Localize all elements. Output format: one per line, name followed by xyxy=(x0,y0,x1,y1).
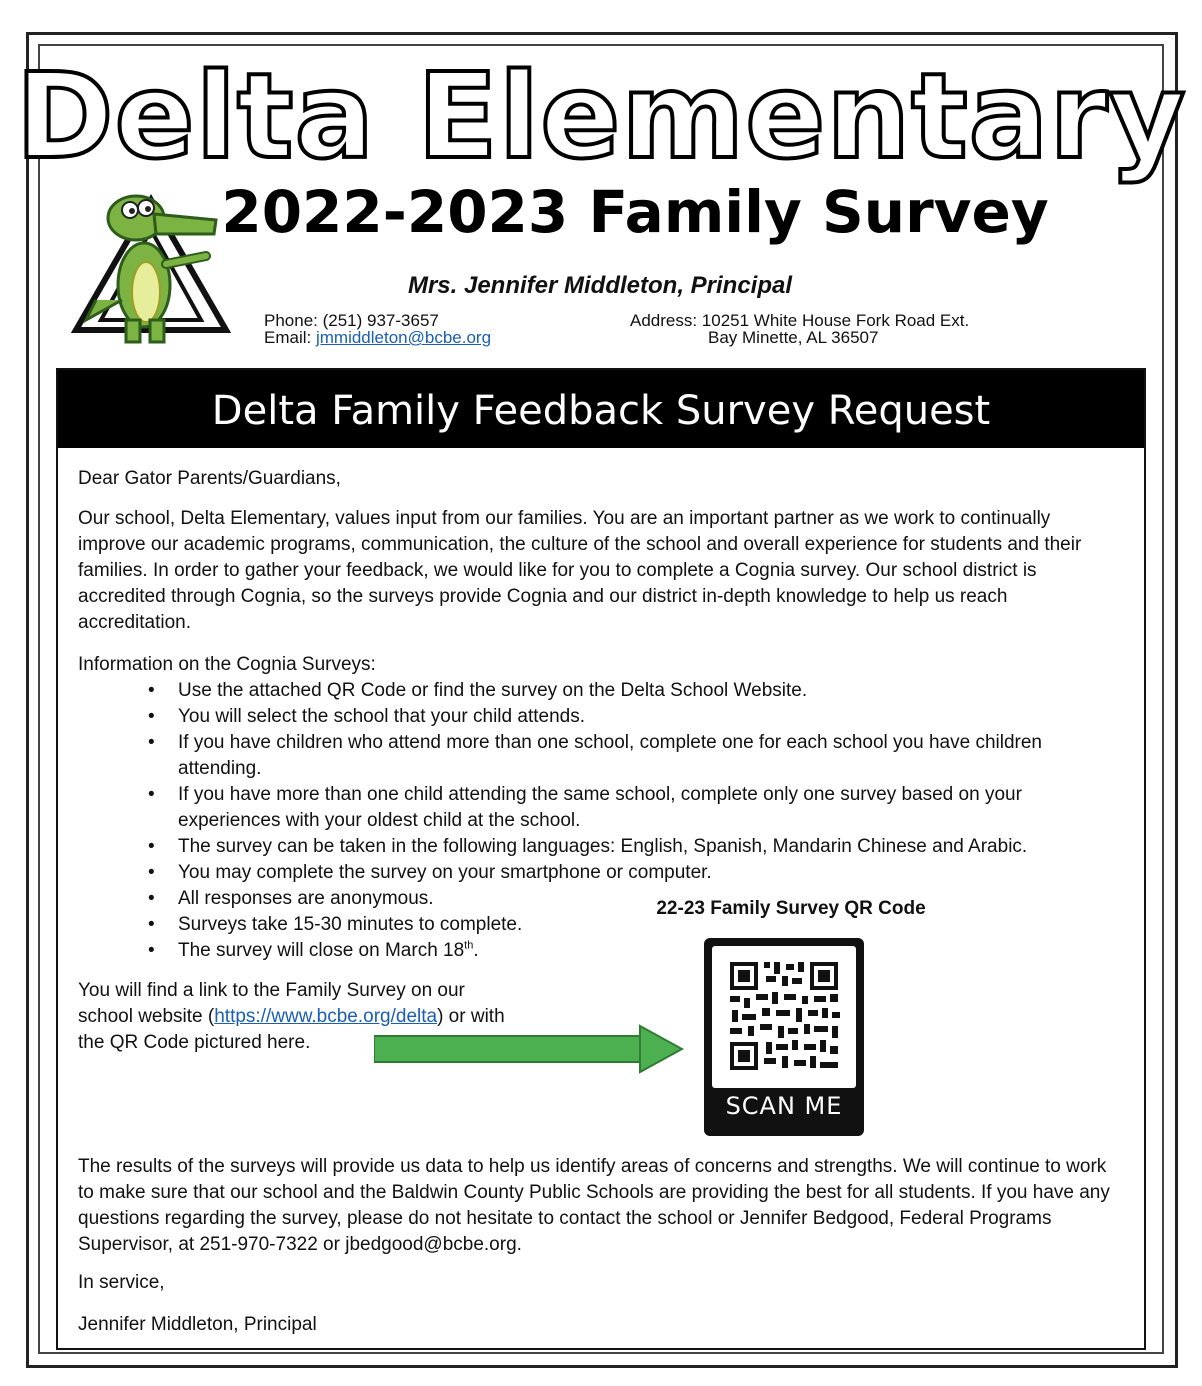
arrow-right-icon xyxy=(374,1024,684,1074)
website-text-1: You will find a link to the Family Survey on our school website ( xyxy=(78,980,465,1027)
list-item: • The survey can be taken in the following languages: English, Spanish, Mandarin Chinese and Arabic. xyxy=(128,834,1108,860)
alligator-mascot-icon xyxy=(66,180,236,350)
signature: Jennifer Middleton, Principal xyxy=(78,1314,317,1335)
email-line xyxy=(264,329,491,346)
list-item: • If you have children who attend more than one school, complete one for each school you have children attending. xyxy=(128,730,1108,782)
address-info xyxy=(630,312,969,346)
banner-title: Delta Family Feedback Survey Request xyxy=(58,370,1144,448)
school-name-title: Delta Elementary xyxy=(15,47,1187,185)
period: . xyxy=(473,940,479,961)
ordinal-suffix: th xyxy=(464,939,474,952)
website-link[interactable]: https://www.bcbe.org/delta xyxy=(214,1006,438,1027)
qr-code-label: 22-23 Family Survey QR Code xyxy=(656,898,926,919)
survey-info-list xyxy=(128,678,1108,964)
survey-title: 2022-2023 Family Survey xyxy=(221,178,1049,246)
phone-number: Phone: (251) 937-3657 xyxy=(264,311,439,330)
principal-name: Mrs. Jennifer Middleton, Principal xyxy=(407,272,793,299)
results-paragraph: The results of the surveys will provide us data to help us identify areas of concerns and strengths. We will continue to work to make sure that our school and the Baldwin County Public Schools are providing the best for all students. If you have any questions regarding the survey, please do not hesitate to contact the school or Jennifer Bedgood, Federal Programs Supervisor, at 251-970-7322 or jbedgood@bcbe.org. xyxy=(78,1156,1110,1255)
email-link[interactable]: jmmiddleton@bcbe.org xyxy=(315,328,492,347)
list-item: • Surveys take 15-30 minutes to complete. xyxy=(128,912,598,938)
qr-code-icon xyxy=(712,946,856,1088)
list-item: • You will select the school that your child attends. xyxy=(128,704,1108,730)
salutation: Dear Gator Parents/Guardians, xyxy=(78,468,341,489)
list-item xyxy=(128,938,598,964)
list-item: • All responses are anonymous. xyxy=(128,886,598,912)
intro-paragraph: Our school, Delta Elementary, values input from our families. You are an important partner as we work to continually improve our academic programs, communication, the culture of the school and overall experience for students and their families. In order to gather your feedback, we would like for you to complete a Cognia survey. Our school district is accredited through Cognia, so the surveys provide Cognia and our district in-depth knowledge to help us reach accreditation. xyxy=(78,508,1082,633)
address-line-2: Bay Minette, AL 36507 xyxy=(708,328,879,347)
address-line-1: Address: 10251 White House Fork Road Ext. xyxy=(630,311,970,330)
qr-code-card[interactable] xyxy=(704,938,864,1136)
list-item: • If you have more than one child attending the same school, complete only one survey based on your experiences with your oldest child at the school. xyxy=(128,782,1108,834)
contact-info xyxy=(264,312,491,346)
letter-box xyxy=(56,368,1146,1350)
info-heading: Information on the Cognia Surveys: xyxy=(78,654,376,675)
scan-me-label: SCAN ME xyxy=(725,1092,843,1120)
close-date-text: The survey will close on March 18 xyxy=(178,940,465,961)
closing: In service, xyxy=(78,1272,165,1293)
website-text-2: ) or with the QR Code pictured here. xyxy=(78,1006,505,1053)
qr-code-image xyxy=(712,946,856,1088)
list-item: • You may complete the survey on your smartphone or computer. xyxy=(128,860,1108,886)
email-label: Email: xyxy=(264,328,316,347)
list-item: • Use the attached QR Code or find the survey on the Delta School Website. xyxy=(128,678,1108,704)
